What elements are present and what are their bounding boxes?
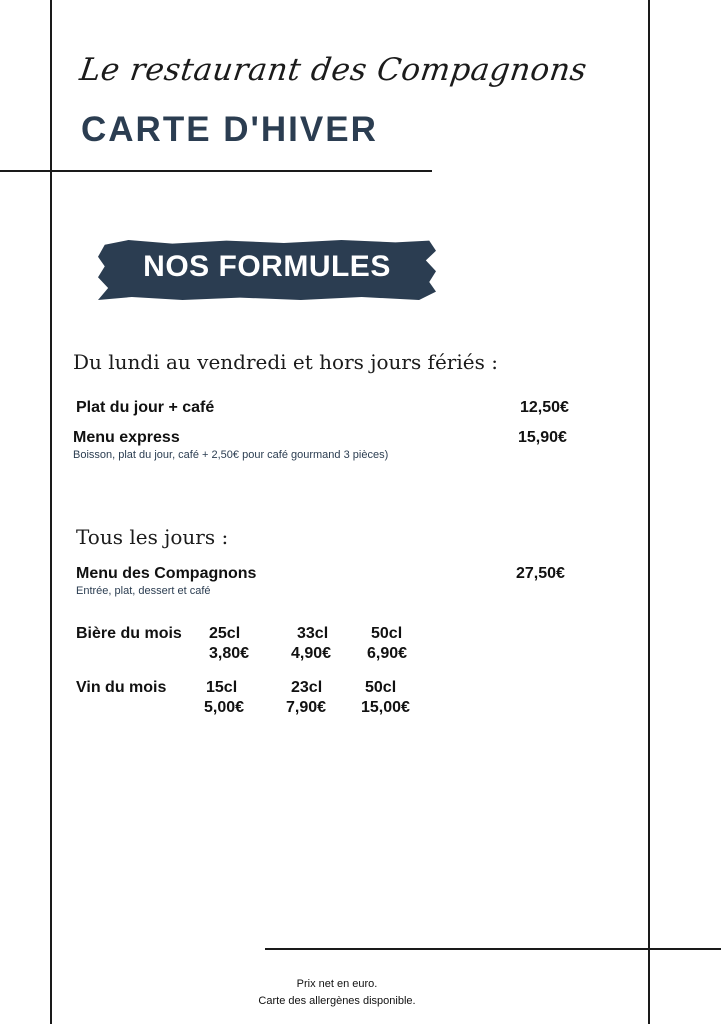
footer-allergen-note: Carte des allergènes disponible. [258,995,416,1007]
beer-size-25cl: 25cl [209,625,241,642]
footer-divider-line [265,948,721,950]
item-plat-du-jour: Plat du jour + café [76,399,215,416]
beer-size-50cl: 50cl [371,625,403,642]
price-menu-express: 15,90€ [518,429,567,446]
wine-size-23cl: 23cl [291,679,323,696]
item-menu-express: Menu express [73,429,180,446]
beer-label: Bière du mois [76,625,182,642]
banner-label: NOS FORMULES [143,250,391,283]
beer-price-33cl: 4,90€ [291,645,332,662]
wine-price-23cl: 7,90€ [286,699,327,716]
beer-price-50cl: 6,90€ [367,645,408,662]
daily-heading: Tous les jours : [76,525,229,549]
header-divider-line [0,170,432,172]
wine-size-15cl: 15cl [206,679,238,696]
wine-price-50cl: 15,00€ [361,699,410,716]
weekday-heading: Du lundi au vendredi et hors jours fériés : [73,350,498,374]
beer-size-33cl: 33cl [297,625,329,642]
left-vertical-line [50,0,52,1024]
footer-price-note: Prix net en euro. [296,978,378,990]
page-title: CARTE D'HIVER [81,110,378,149]
wine-price-15cl: 5,00€ [204,699,245,716]
wine-size-50cl: 50cl [365,679,397,696]
price-menu-compagnons: 27,50€ [516,565,565,582]
item-menu-compagnons: Menu des Compagnons [76,565,257,582]
desc-menu-express: Boisson, plat du jour, café + 2,50€ pour café gourmand 3 pièces) [73,449,389,461]
right-vertical-line [648,0,650,1024]
price-plat-du-jour: 12,50€ [520,399,569,416]
wine-label: Vin du mois [76,679,167,696]
desc-menu-compagnons: Entrée, plat, dessert et café [76,585,211,597]
beer-price-25cl: 3,80€ [209,645,250,662]
restaurant-name: Le restaurant des Compagnons [77,52,590,88]
